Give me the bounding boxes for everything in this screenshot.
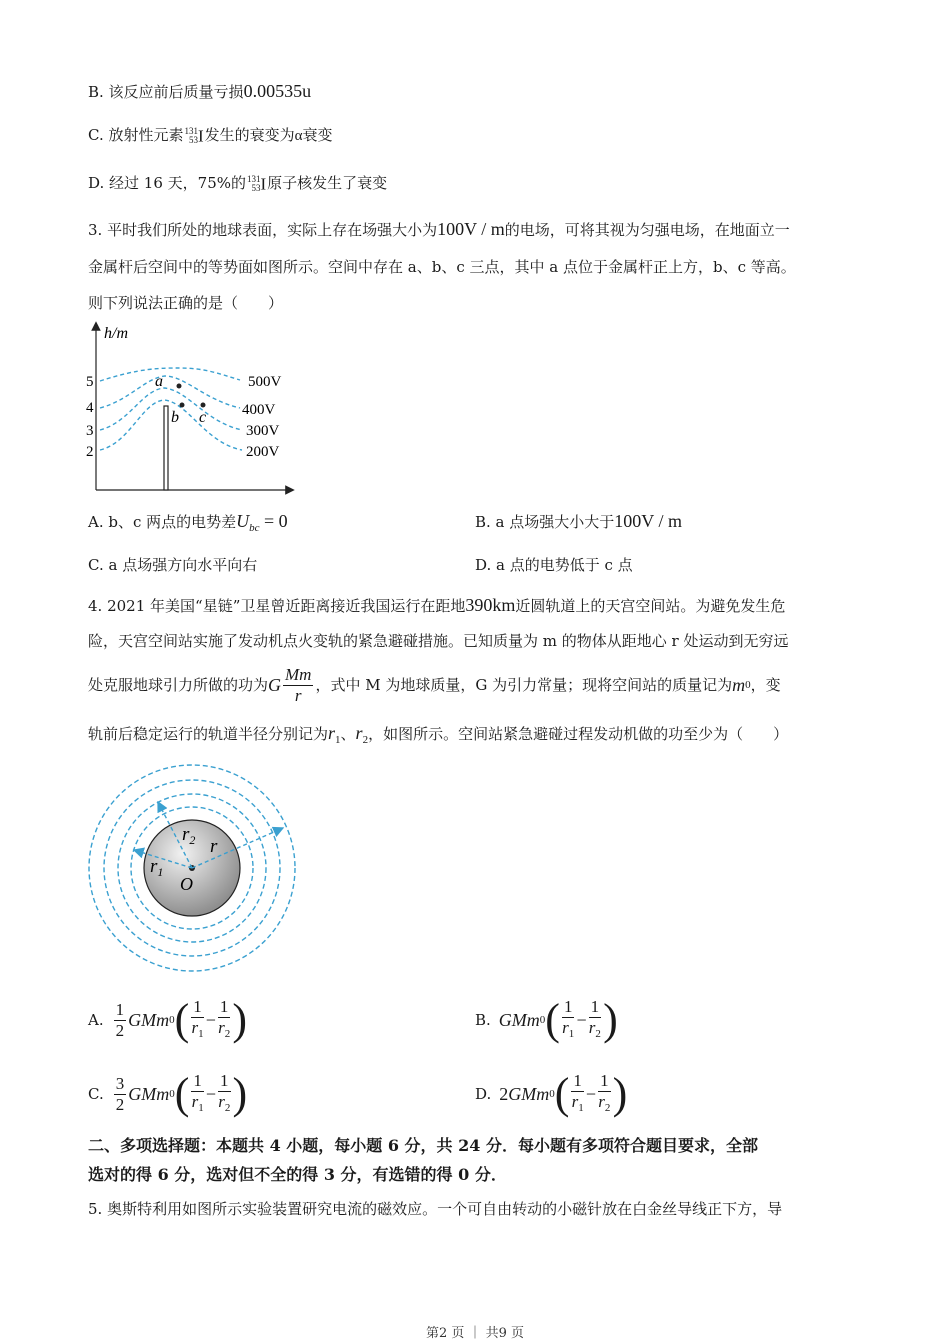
inv-r2-den: r [598, 1091, 605, 1111]
paren-left: ( [545, 995, 560, 1044]
inv-r2 [218, 1071, 231, 1118]
q3-option-c: C. a 点场强方向水平向右 [88, 556, 258, 574]
q2-option-c-post: 发生的衰变为 [204, 126, 295, 144]
paren-left: ( [554, 1069, 570, 1118]
inv-r2-den: r [588, 1017, 596, 1037]
q5-stem-line1: 5. 奥斯特利用如图所示实验装置研究电流的磁效应。一个可自由转动的小磁针放在白金丝导线正下方，导 [88, 1200, 783, 1218]
q4-option-b [475, 990, 618, 1050]
station-mass: m [732, 675, 746, 695]
iodine-isotope [247, 175, 266, 193]
paren-right: ) [612, 1069, 628, 1118]
inv-r2-den: r [218, 1091, 225, 1111]
inv-r2-num: 1 [219, 996, 229, 1016]
coef-den: 2 [115, 1094, 125, 1114]
iso-num: 53 [188, 135, 198, 145]
q4-line4-b: ，如图所示。空间站紧急避碰过程发动机做的功至少为（ ） [368, 725, 789, 743]
label-c: c [199, 409, 207, 426]
minus-sign: − [585, 1084, 597, 1104]
coef-integer: 2 [499, 1084, 509, 1104]
q4-line1-b: 近圆轨道上的天宫空间站。为避免发生危 [515, 597, 786, 615]
inv-r1-num: 1 [193, 996, 202, 1016]
iso-num: 53 [251, 183, 261, 193]
q4-line3-b: ，式中 M 为地球质量，G 为引力常量；现将空间站的质量记为 [315, 676, 733, 694]
q4-option-b-label: B. [475, 1011, 491, 1029]
q3-option-b-value: 100V / m [614, 511, 682, 531]
expr-sub: 0 [539, 1014, 546, 1026]
label-400v: 400V [242, 402, 276, 418]
section-2-header-line2: 选对的得 6 分，选对但不全的得 3 分，有选错的得 0 分． [88, 1165, 507, 1184]
minus-sign: − [205, 1084, 217, 1104]
q4-option-d [475, 1064, 627, 1124]
q3-stem-line2: 金属杆后空间中的等势面如图所示。空间中存在 a、b、c 三点，其中 a 点位于金属杆正上方，b、c 等高。 [88, 258, 796, 276]
inv-r1 [191, 997, 204, 1044]
center-label: O [180, 874, 193, 894]
inv-r2-num: 1 [220, 1070, 229, 1090]
inv-r2-num: 1 [600, 1070, 609, 1090]
q4-orbit-height: 390km [465, 595, 516, 615]
q2-option-c-pre: C. 放射性元素 [88, 126, 184, 144]
label-r1-main: r [150, 856, 158, 877]
expr-gmm: GMm [508, 1084, 550, 1104]
q3-stem-line3: 则下列说法正确的是（ ） [88, 294, 284, 312]
q2-option-c [88, 124, 333, 147]
inv-r2-sub: 2 [224, 1101, 231, 1114]
radius-r1: r [328, 723, 336, 743]
point-c [201, 403, 206, 408]
equipotential-figure [80, 318, 300, 496]
y-tick-3: 3 [86, 423, 94, 439]
station-mass-sub: 0 [745, 679, 751, 691]
work-fraction-den: r [294, 685, 302, 705]
q4-option-c-label: C. [88, 1085, 104, 1103]
point-a [177, 384, 182, 389]
inv-r2-sub: 2 [595, 1027, 601, 1040]
label-r2-main: r [182, 824, 190, 845]
q3-line1-b: 的电场，可将其视为匀强电场，在地面立一 [504, 221, 790, 239]
label-300v: 300V [246, 423, 280, 439]
q4-option-d-label: D. [475, 1085, 492, 1103]
q2-option-b-value: 0.00535u [243, 81, 312, 101]
label-b: b [171, 409, 179, 426]
iso-symbol: I [260, 174, 267, 194]
paren-left: ( [174, 995, 190, 1044]
inv-r2-sub: 2 [224, 1027, 231, 1040]
potential-diff-sub: bc [249, 522, 260, 534]
expr-gmm: GMm [128, 1010, 170, 1030]
inv-r1-num: 1 [193, 1070, 202, 1090]
paren-right: ) [232, 995, 248, 1044]
inv-r2-num: 1 [590, 996, 600, 1016]
inv-r2 [218, 997, 231, 1044]
inv-r2-sub: 2 [604, 1101, 611, 1114]
minus-sign: − [205, 1010, 216, 1030]
inv-r1-den: r [571, 1091, 579, 1111]
q3-option-d: D. a 点的电势低于 c 点 [475, 556, 633, 574]
separator: 、 [340, 725, 356, 743]
radius-r1-sub: 1 [335, 734, 341, 746]
inv-r1-den: r [191, 1091, 199, 1111]
iso-mass: 131 [184, 126, 198, 136]
label-r2-sub: 2 [189, 833, 196, 847]
paren-right: ) [232, 1069, 248, 1118]
q3-option-a-text: A. b、c 两点的电势差 [88, 513, 237, 531]
iso-symbol: I [197, 126, 204, 146]
coef-den: 2 [115, 1020, 125, 1040]
radius-r2-sub: 2 [362, 734, 369, 746]
inv-r1-sub: 1 [568, 1027, 575, 1040]
expr-sub: 0 [169, 1088, 175, 1100]
q4-option-a [88, 990, 247, 1050]
label-200v: 200V [246, 444, 280, 460]
orbit-figure [86, 762, 298, 974]
label-a: a [155, 373, 163, 390]
minus-sign: − [576, 1010, 587, 1030]
q3-line1-a: 3. 平时我们所处的地球表面，实际上存在场强大小为 [88, 221, 438, 239]
gravity-constant: G [268, 675, 282, 695]
inv-r1 [562, 997, 575, 1044]
q2-option-d-pre: D. 经过 16 天，75%的 [88, 174, 246, 192]
q3-option-b [475, 510, 682, 533]
q4-stem-line2: 险，天宫空间站实施了发动机点火变轨的紧急避碰措施。已知质量为 m 的物体从距地心 r 处运动到无穷远 [88, 632, 789, 650]
label-500v: 500V [248, 374, 282, 390]
q2-option-d [88, 172, 387, 194]
section-2-header-line1: 二、多项选择题：本题共 4 小题，每小题 6 分，共 24 分．每小题有多项符合题目要求，全部 [88, 1136, 758, 1155]
inv-r1-sub: 1 [578, 1101, 584, 1114]
alpha-symbol: α [294, 128, 303, 144]
q4-line3-c: ，变 [750, 676, 781, 694]
inv-r2 [598, 1071, 611, 1118]
q2-option-b [88, 80, 311, 103]
q4-line3-a: 处克服地球引力所做的功为 [88, 676, 269, 694]
inv-r2-den: r [218, 1017, 225, 1037]
q2-option-c-end: 衰变 [302, 126, 333, 144]
coef-num: 3 [115, 1073, 125, 1093]
q3-option-a [88, 510, 288, 539]
q4-stem-line3 [88, 660, 781, 710]
expr-sub: 0 [169, 1014, 175, 1026]
q2-option-d-post: 原子核发生了衰变 [267, 174, 388, 192]
expr-gmm: GMm [128, 1084, 170, 1104]
inv-r1-num: 1 [573, 1070, 582, 1090]
label-r1-sub: 1 [157, 865, 164, 879]
equipotential-400 [100, 376, 240, 408]
y-tick-5: 5 [86, 374, 94, 390]
q4-option-a-label: A. [88, 1011, 104, 1029]
iodine-isotope [184, 127, 203, 145]
inv-r1-sub: 1 [198, 1027, 204, 1040]
work-fraction [283, 665, 313, 706]
q4-stem-line1 [88, 594, 785, 617]
inv-r1 [571, 1071, 584, 1118]
expr-sub: 0 [549, 1088, 555, 1100]
potential-diff-symbol: U [236, 511, 250, 531]
q4-line1-a: 4. 2021 年美国“星链”卫星曾近距离接近我国运行在距地 [88, 597, 466, 615]
equipotential-500 [100, 368, 240, 381]
label-r: r [210, 836, 218, 857]
y-tick-4: 4 [86, 400, 94, 416]
q2-option-b-text: B. 该反应前后质量亏损 [88, 83, 244, 101]
y-tick-2: 2 [86, 444, 94, 460]
work-fraction-num: Mm [285, 664, 312, 684]
iso-mass: 131 [247, 174, 261, 184]
inv-r1 [191, 1071, 204, 1118]
expr-gmm: GMm [498, 1010, 540, 1030]
paren-right: ) [603, 995, 618, 1044]
y-axis-label: h/m [104, 325, 128, 342]
radius-r2: r [355, 723, 363, 743]
q4-stem-line4 [88, 722, 788, 751]
metal-rod [164, 406, 168, 490]
inv-r1-den: r [562, 1017, 569, 1037]
coef-fraction [114, 1000, 127, 1041]
paren-left: ( [174, 1069, 190, 1118]
page-footer: 第2 页 ｜ 共9 页 [425, 1326, 525, 1341]
q3-stem-line1 [88, 218, 790, 241]
q3-option-b-text: B. a 点场强大小大于 [475, 513, 615, 531]
inv-r1-num: 1 [563, 996, 573, 1016]
inv-r1-den: r [191, 1017, 199, 1037]
inv-r2 [589, 997, 602, 1044]
q4-option-c [88, 1064, 247, 1124]
q3-field-value: 100V / m [437, 219, 505, 239]
q4-line4-a: 轨前后稳定运行的轨道半径分别记为 [88, 725, 329, 743]
point-b [180, 403, 185, 408]
potential-diff-value: = 0 [259, 511, 288, 531]
inv-r1-sub: 1 [198, 1101, 204, 1114]
coef-num: 1 [115, 999, 125, 1019]
coef-fraction [114, 1074, 127, 1115]
